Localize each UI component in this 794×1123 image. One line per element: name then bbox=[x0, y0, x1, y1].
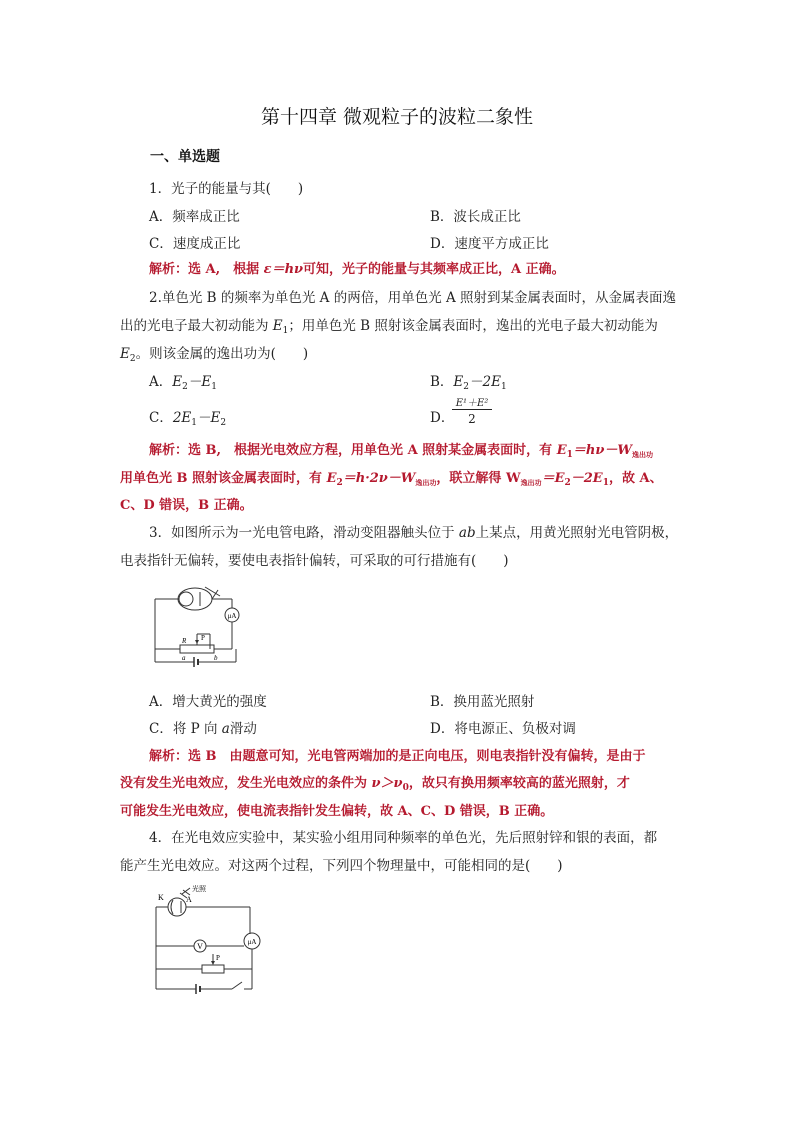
phototube bbox=[178, 588, 212, 610]
q3-answer-line-2: 没有发生光电效应，发生光电效应的条件为 $\nu>\nu_0$，故只有换用频率较高的蓝光照射，才 bbox=[120, 776, 630, 793]
q1-option-a: A．频率成正比 bbox=[149, 209, 240, 225]
q4-line-2: 能产生光电效应。对这两个过程，下列四个物理量中，可能相同的是( ) bbox=[120, 858, 563, 874]
q1-option-d: D．速度平方成正比 bbox=[430, 236, 549, 252]
q2-line-1: 2.单色光 B 的频率为单色光 A 的两倍，用单色光 A 照射到某金属表面时，从金属表面逸 bbox=[149, 290, 677, 306]
q2-option-d-numerator: E¹＋E² bbox=[455, 398, 489, 409]
q2-option-b: B．$E_2-2E_1$ bbox=[430, 374, 507, 392]
q2-answer-line-2: 用单色光 B 照射该金属表面时，有 $E_2=h\cdot 2\nu-W_{逸出功}$，联立解得 $W_{逸出功}=E_2-2E_1$，故 A、 bbox=[120, 471, 663, 488]
q2-option-d-denominator: 2 bbox=[468, 412, 476, 426]
q2-option-d-fraction-bar bbox=[452, 409, 492, 410]
q3-line-1: 3．如图所示为一光电管电路，滑动变阻器触头位于 ab上某点，用黄光照射光电管阴极， bbox=[149, 525, 679, 541]
q3-circuit-diagram bbox=[150, 582, 250, 668]
switch bbox=[232, 982, 242, 989]
slider-label: P bbox=[201, 634, 205, 642]
q4-circuit-diagram bbox=[150, 884, 264, 998]
q3-option-c: C．将 P 向 a滑动 bbox=[149, 721, 257, 737]
q2-answer-line-1: 解析：选 B, 根据光电效应方程，用单色光 A 照射某金属表面时，有 $E_1=h\nu-W_{逸出功}$ bbox=[149, 443, 653, 460]
q1-stem: 1．光子的能量与其( ) bbox=[149, 181, 304, 197]
q3-option-b: B．换用蓝光照射 bbox=[430, 694, 535, 710]
rheostat bbox=[180, 645, 214, 653]
q2-option-c: C．$2E_1-E_2$ bbox=[149, 410, 227, 428]
end-a-label: a bbox=[182, 654, 186, 662]
q2-line-2: 出的光电子最大初动能为 $E_1$；用单色光 B 照射该金属表面时，逸出的光电子最大初动能为 bbox=[120, 318, 658, 336]
light-label: 光照 bbox=[192, 885, 206, 893]
q1-option-b: B．波长成正比 bbox=[430, 209, 521, 225]
rheostat-label: R bbox=[182, 637, 187, 645]
q3-answer-line-1: 解析：选 B 由题意可知，光电管两端加的是正向电压，则电表指针没有偏转，是由于 bbox=[149, 749, 646, 764]
q3-option-d: D．将电源正、负极对调 bbox=[430, 721, 576, 737]
cathode-label: K bbox=[158, 893, 164, 902]
q2-line-3: $E_2$。则该金属的逸出功为( ) bbox=[120, 346, 309, 364]
q2-option-d: D． bbox=[430, 410, 455, 426]
anode-label: A bbox=[186, 895, 192, 904]
meter-label: μA bbox=[247, 938, 257, 946]
q3-line-2: 电表指针无偏转，要使电表指针偏转，可采取的可行措施有( ) bbox=[120, 553, 509, 569]
page-title: 第十四章 微观粒子的波粒二象性 bbox=[260, 106, 534, 128]
q4-line-1: 4．在光电效应实验中，某实验小组用同种频率的单色光，先后照射锌和银的表面，都 bbox=[149, 830, 658, 846]
q2-answer-line-3: C、D 错误，B 正确。 bbox=[120, 498, 253, 513]
q3-option-a: A．增大黄光的强度 bbox=[149, 694, 267, 710]
section-heading: 一、单选题 bbox=[150, 149, 220, 165]
q3-answer-line-3: 可能发生光电效应，使电流表指针发生偏转，故 A、C、D 错误，B 正确。 bbox=[120, 804, 554, 819]
q1-answer: 解析：选 A, 根据 ε＝hν可知，光子的能量与其频率成正比，A 正确。 bbox=[149, 262, 565, 277]
q1-option-c: C．速度成正比 bbox=[149, 236, 241, 252]
rheostat bbox=[202, 965, 224, 973]
slider-label: P bbox=[216, 954, 220, 962]
end-b-label: b bbox=[214, 654, 218, 662]
meter-label: μA bbox=[227, 612, 237, 620]
q2-option-a: A．$E_2-E_1$ bbox=[149, 374, 217, 392]
voltmeter-label: V bbox=[197, 942, 203, 951]
